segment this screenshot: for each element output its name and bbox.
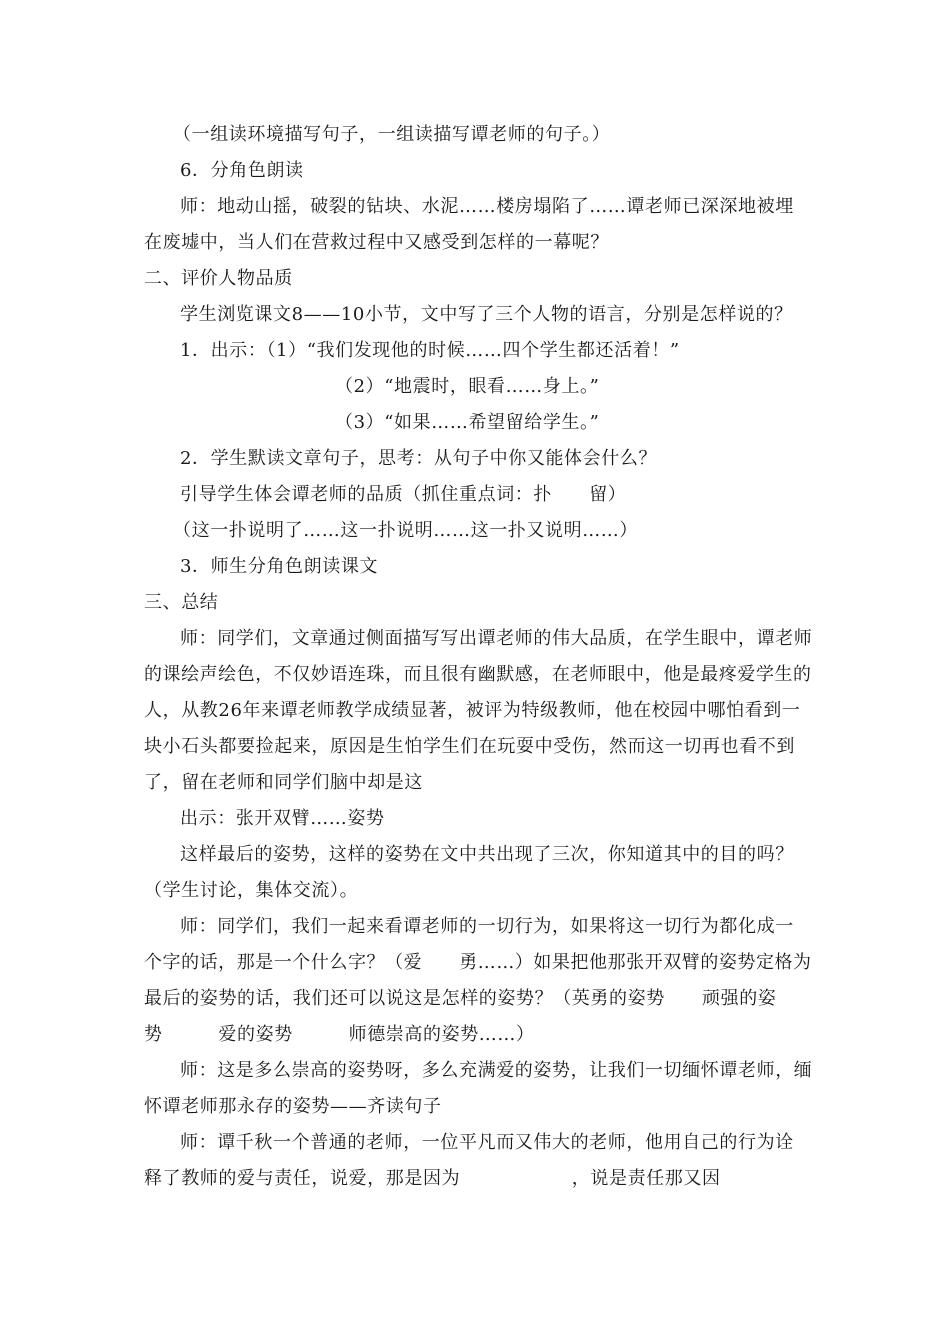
text-line: 引导学生体会谭老师的品质（抓住重点词：扑 留）: [180, 484, 627, 505]
text-line: 这样最后的姿势，这样的姿势在文中共出现了三次，你知道其中的目的吗？: [180, 844, 794, 865]
text-line: 个字的话，那是一个什么字？（爱 勇……）如果把他那张开双臂的姿势定格为: [144, 952, 812, 973]
text-line: （这一扑说明了……这一扑说明……这一扑又说明……）: [173, 520, 638, 541]
text-line: 了，留在老师和同学们脑中却是这: [144, 772, 423, 793]
text-line: 块小石头都要捡起来，原因是生怕学生们在玩耍中受伤，然而这一切再也看不到: [144, 736, 795, 757]
text-line: 怀谭老师那永存的姿势——齐读句子: [144, 1096, 442, 1117]
text-line: 势 爱的姿势 师德崇高的姿势……）: [144, 1024, 535, 1045]
text-line: 最后的姿势的话，我们还可以说这是怎样的姿势？（英勇的姿势 顽强的姿: [144, 988, 777, 1009]
text-line: 的课绘声绘色，不仅妙语连珠，而且很有幽默感，在老师眼中，他是最疼爱学生的: [144, 664, 812, 685]
section-heading: 三、总结: [144, 592, 219, 613]
section-heading: 二、评价人物品质: [144, 268, 293, 289]
text-line: 师：地动山摇，破裂的钻块、水泥……楼房塌陷了……谭老师已深深地被埋: [180, 196, 794, 217]
text-line: （3）“如果……希望留给学生。”: [335, 412, 600, 433]
text-line: （一组读环境描写句子，一组读描写谭老师的句子。）: [173, 124, 611, 145]
text-line: 6．分角色朗读: [180, 160, 304, 181]
text-line: 师：同学们，我们一起来看谭老师的一切行为，如果将这一切行为都化成一: [180, 916, 794, 937]
text-line: 师：同学们，文章通过侧面描写写出谭老师的伟大品质，在学生眼中，谭老师: [180, 628, 813, 649]
text-line: 1．出示：（1）“我们发现他的时候……四个学生都还活着！”: [180, 340, 680, 361]
text-line: 师：这是多么崇高的姿势呀，多么充满爱的姿势，让我们一切缅怀谭老师，缅: [180, 1060, 813, 1081]
text-line: 师：谭千秋一个普通的老师，一位平凡而又伟大的老师，他用自己的行为诠: [180, 1132, 794, 1153]
text-line: （2）“地震时，眼看……身上。”: [335, 376, 600, 397]
text-line: 3．师生分角色朗读课文: [180, 556, 379, 577]
text-line: （学生讨论，集体交流）。: [144, 880, 359, 901]
text-line: 释了教师的爱与责任，说爱，那是因为 ，说是责任那又因: [144, 1168, 721, 1189]
text-line: 出示：张开双臂……姿势: [180, 808, 385, 829]
text-line: 2．学生默读文章句子，思考：从句子中你又能体会什么？: [180, 448, 658, 469]
text-line: 学生浏览课文8——10小节，文中写了三个人物的语言，分别是怎样说的？: [180, 304, 793, 325]
text-line: 人，从教26年来谭老师教学成绩显著，被评为特级教师，他在校园中哪怕看到一: [144, 700, 801, 721]
text-line: 在废墟中，当人们在营救过程中又感受到怎样的一幕呢？: [144, 232, 609, 253]
